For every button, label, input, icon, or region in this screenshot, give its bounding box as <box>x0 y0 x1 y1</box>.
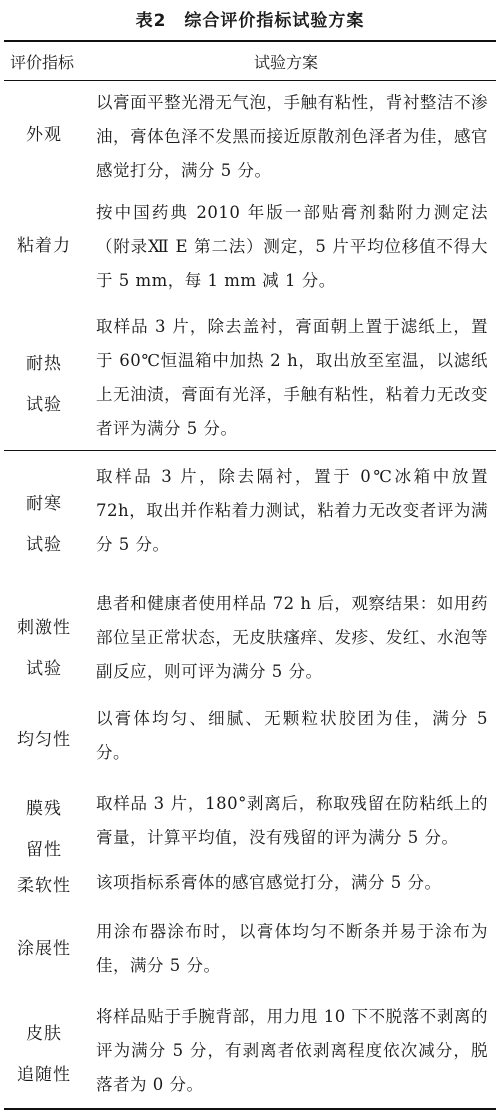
criterion-label-line: 耐寒 <box>26 494 62 514</box>
criterion-label <box>4 866 84 900</box>
header-rule <box>4 80 496 81</box>
criterion-label-line: 刺激性 <box>17 618 71 638</box>
scheme-description: 以膏体均匀、细腻、无颗粒状胶团为佳，满分 5 分。 <box>96 709 488 762</box>
criterion-label-line: 均匀性 <box>17 729 71 750</box>
criterion-label <box>4 1010 84 1094</box>
criterion-label <box>4 720 84 754</box>
scheme-description: 取样品 3 片，180°剥离后，称取残留在防粘纸上的膏量，计算平均值，没有残留的评为满分 5 分。 <box>96 794 488 847</box>
criterion-label <box>4 340 84 424</box>
criterion-label-line: 追随性 <box>17 1065 71 1085</box>
criterion-label-line: 试验 <box>26 659 62 679</box>
header-criteria: 评价指标 <box>10 53 75 72</box>
criterion-label-line: 外观 <box>26 124 62 145</box>
criterion-label-line: 涂展性 <box>17 938 71 959</box>
criterion-label-line: 柔软性 <box>17 875 71 896</box>
criterion-label-line: 留性 <box>26 840 62 860</box>
criterion-label-line: 膜残 <box>26 799 62 819</box>
scheme-description: 按中国药典 2010 年版一部贴膏剂黏附力测定法（附录Ⅻ E 第二法）测定，5 片平均位移值不得大于 5 mm，每 1 mm 减 1 分。 <box>96 203 488 290</box>
criterion-label <box>4 226 84 260</box>
bottom-rule <box>4 1108 496 1110</box>
header-scheme: 试验方案 <box>254 53 319 72</box>
scheme-description: 将样品贴于手腕背部，用力甩 10 下不脱落不剥离的评为满分 5 分，有剥离者依剥离程度依次减分，脱落者为 0 分。 <box>96 1007 488 1094</box>
criterion-label <box>4 604 84 688</box>
criterion-label <box>4 480 84 564</box>
criterion-label-line: 试验 <box>26 395 62 415</box>
scheme-description: 用涂布器涂布时，以膏体均匀不断条并易于涂布为佳，满分 5 分。 <box>96 922 488 975</box>
criterion-label-line: 皮肤 <box>26 1024 62 1044</box>
scheme-description: 以膏面平整光滑无气泡，手触有粘性，背衬整洁不渗油，膏体色泽不发黑而接近原散剂色泽者为佳，感官感觉打分，满分 5 分。 <box>96 93 488 180</box>
criterion-label-line: 耐热 <box>26 354 62 374</box>
criterion-label <box>4 785 84 869</box>
table-title: 表2 综合评价指标试验方案 <box>135 11 365 31</box>
top-rule <box>4 40 496 42</box>
scheme-description: 取样品 3 片，除去隔衬，置于 0℃冰箱中放置 72h，取出并作粘着力测试，粘着力无改变者评为满分 5 分。 <box>96 467 488 554</box>
criterion-label <box>4 115 84 149</box>
criterion-label-line: 试验 <box>26 535 62 555</box>
criterion-label <box>4 929 84 963</box>
scheme-description: 该项指标系膏体的感官感觉打分，满分 5 分。 <box>96 873 442 892</box>
page-break-rule <box>4 450 496 451</box>
scheme-description: 取样品 3 片，除去盖衬，膏面朝上置于滤纸上，置于 60℃恒温箱中加热 2 h，取出放至室温，以滤纸上无油渍，膏面有光泽，手触有粘性，粘着力无改变者评为满分 5 分。 <box>96 317 488 438</box>
criterion-label-line: 粘着力 <box>17 235 71 256</box>
scheme-description: 患者和健康者使用样品 72 h 后，观察结果：如用药部位呈正常状态，无皮肤瘙痒、发疹、发红、水泡等副反应，则可评为满分 5 分。 <box>96 594 488 681</box>
